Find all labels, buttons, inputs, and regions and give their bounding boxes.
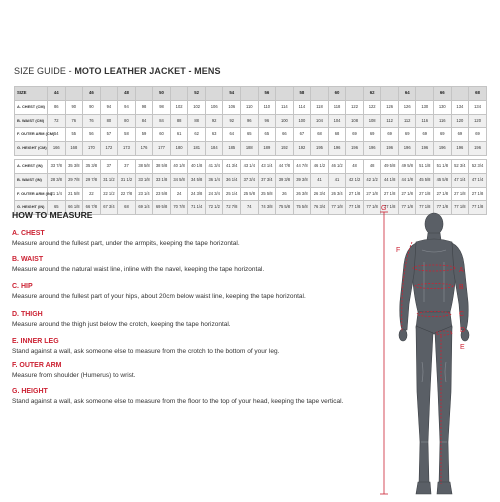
measure-description: Measure around the natural waist line, inline with the navel, keeping the tape horizontal. xyxy=(12,266,265,273)
table-cell: 90 xyxy=(65,100,83,114)
table-cell: 90 xyxy=(83,100,101,114)
size-header-cell xyxy=(311,87,329,101)
measure-heading: F. OUTER ARM xyxy=(12,362,62,369)
table-cell: 196 xyxy=(328,142,346,156)
table-cell: 77 1/8 xyxy=(346,201,364,215)
table-cell: 196 xyxy=(398,142,416,156)
table-cell: 29 7/8 xyxy=(83,173,101,187)
table-cell: 108 xyxy=(346,114,364,128)
table-cell: 25 1/4 xyxy=(223,187,241,201)
table-cell: 69 1/4 xyxy=(135,201,153,215)
table-cell: 72 xyxy=(48,114,66,128)
table-cell: 48 xyxy=(363,159,381,173)
table-cell: 88 xyxy=(188,114,206,128)
table-cell: 52 3/4 xyxy=(451,159,469,173)
table-cell: 60 xyxy=(153,128,171,142)
table-cell: 120 xyxy=(451,114,469,128)
table-cell: 44 7/8 xyxy=(293,159,311,173)
table-cell: 27 1/8 xyxy=(469,187,487,201)
table-cell: 55 xyxy=(65,128,83,142)
table-cell: 195 xyxy=(311,142,329,156)
table-cell: 92 xyxy=(223,114,241,128)
row-label: F. OUTER ARM (CM) xyxy=(15,128,48,142)
title-main: MOTO LEATHER JACKET - MENS xyxy=(74,66,221,76)
table-cell: 37 xyxy=(118,159,136,173)
table-cell: 23 5/8 xyxy=(153,187,171,201)
title-prefix: SIZE GUIDE - xyxy=(14,66,75,76)
size-header-cell: 60 xyxy=(328,87,346,101)
table-cell: 172 xyxy=(100,142,118,156)
size-header-cell: 56 xyxy=(258,87,276,101)
size-header-cell: 64 xyxy=(398,87,416,101)
measure-item xyxy=(12,255,382,274)
table-cell: 65 xyxy=(258,128,276,142)
table-cell: 98 xyxy=(153,100,171,114)
row-label: B. WAIST (IN) xyxy=(15,173,48,187)
size-header-cell: 68 xyxy=(469,87,487,101)
table-cell: 35 3/8 xyxy=(65,159,83,173)
table-cell: 102 xyxy=(170,100,188,114)
table-cell: 39 3/8 xyxy=(293,173,311,187)
table-cell: 98 xyxy=(135,100,153,114)
table-cell: 46 1/2 xyxy=(311,159,329,173)
table-cell: 75 5/8 xyxy=(276,201,294,215)
table-cell: 106 xyxy=(205,100,223,114)
measure-heading: D. THIGH xyxy=(12,311,43,318)
table-cell: 76 3/4 xyxy=(311,201,329,215)
table-cell: 44 7/8 xyxy=(276,159,294,173)
table-cell: 185 xyxy=(223,142,241,156)
table-cell: 118 xyxy=(328,100,346,114)
size-header-cell xyxy=(346,87,364,101)
size-header-cell: 50 xyxy=(153,87,171,101)
table-cell: 77 1/8 xyxy=(363,201,381,215)
table-cell: 106 xyxy=(223,100,241,114)
table-cell: 77 1/8 xyxy=(451,201,469,215)
suit-silhouette xyxy=(399,213,469,494)
measure-description: Measure from shoulder (Humerus) to wrist. xyxy=(12,372,136,379)
table-cell: 196 xyxy=(381,142,399,156)
table-cell: 72 1/2 xyxy=(205,201,223,215)
table-cell: 69 xyxy=(416,128,434,142)
label-e: E xyxy=(460,344,465,351)
measure-description: Measure around the fullest part of your hips, about 20cm below waist line, keeping the tape horizontal. xyxy=(12,293,306,300)
table-cell: 100 xyxy=(276,114,294,128)
table-cell: 58 xyxy=(118,128,136,142)
table-cell: 51 1/8 xyxy=(416,159,434,173)
table-cell: 46 1/2 xyxy=(328,159,346,173)
table-cell: 112 xyxy=(381,114,399,128)
table-cell: 72 7/8 xyxy=(223,201,241,215)
table-cell: 43 1/4 xyxy=(258,159,276,173)
table-cell: 69 xyxy=(346,128,364,142)
table-cell: 44 1/8 xyxy=(398,173,416,187)
table-cell: 176 xyxy=(135,142,153,156)
row-label: G. HEIGHT (IN) xyxy=(15,201,48,215)
table-cell: 49 5/8 xyxy=(381,159,399,173)
table-cell: 80 xyxy=(100,114,118,128)
table-cell: 27 1/8 xyxy=(381,187,399,201)
table-cell: 45 5/8 xyxy=(434,173,452,187)
table-cell: 67 3/4 xyxy=(100,201,118,215)
table-row xyxy=(15,114,487,128)
size-header-label: SIZE xyxy=(15,87,48,101)
table-cell: 118 xyxy=(311,100,329,114)
table-cell: 54 xyxy=(48,128,66,142)
table-cell: 67 xyxy=(293,128,311,142)
size-header-cell: 52 xyxy=(188,87,206,101)
table-cell: 77 1/8 xyxy=(381,201,399,215)
size-header-cell: 58 xyxy=(293,87,311,101)
size-guide-title xyxy=(14,66,221,76)
table-cell: 47 1/4 xyxy=(451,173,469,187)
table-cell: 27 1/8 xyxy=(451,187,469,201)
label-b: B xyxy=(459,284,464,291)
table-cell: 27 1/8 xyxy=(416,187,434,201)
measure-description: Stand against a wall, ask someone else to measure from the floor to the top of your head, keeping the tape vertical. xyxy=(12,398,344,405)
body-figure xyxy=(372,202,496,502)
label-f: F xyxy=(396,247,401,254)
size-table-body xyxy=(15,87,487,215)
measure-description: Measure around the fullest part, under the armpits, keeping the tape horizontal. xyxy=(12,240,240,247)
table-cell: 25 5/8 xyxy=(258,187,276,201)
table-cell: 22 7/8 xyxy=(118,187,136,201)
table-cell: 65 xyxy=(48,201,66,215)
table-cell: 28 3/8 xyxy=(48,173,66,187)
table-cell: 88 xyxy=(170,114,188,128)
table-cell: 27 1/8 xyxy=(398,187,416,201)
table-cell: 35 3/8 xyxy=(83,159,101,173)
table-cell: 196 xyxy=(469,142,487,156)
table-cell: 27 1/8 xyxy=(363,187,381,201)
table-cell: 96 xyxy=(241,114,259,128)
table-cell: 51 1/8 xyxy=(434,159,452,173)
table-cell: 23 1/4 xyxy=(135,187,153,201)
table-cell: 110 xyxy=(241,100,259,114)
table-cell: 94 xyxy=(100,100,118,114)
table-cell: 34 5/8 xyxy=(188,173,206,187)
table-cell: 116 xyxy=(416,114,434,128)
table-cell: 192 xyxy=(293,142,311,156)
label-c: C xyxy=(459,311,465,318)
table-cell: 33 1/8 xyxy=(153,173,171,187)
table-cell: 24 3/8 xyxy=(188,187,206,201)
table-row xyxy=(15,187,487,201)
table-cell: 102 xyxy=(188,100,206,114)
table-cell: 29 7/8 xyxy=(65,173,83,187)
table-cell: 69 xyxy=(398,128,416,142)
measure-item xyxy=(12,387,382,406)
table-cell: 134 xyxy=(451,100,469,114)
table-cell: 71 1/4 xyxy=(188,201,206,215)
table-cell: 61 xyxy=(170,128,188,142)
size-header-cell xyxy=(276,87,294,101)
table-cell: 68 xyxy=(311,128,329,142)
measure-item xyxy=(12,361,382,380)
table-cell: 177 xyxy=(153,142,171,156)
row-label: F. OUTER ARM (IN) xyxy=(15,187,48,201)
size-header-cell xyxy=(135,87,153,101)
table-cell: 69 xyxy=(451,128,469,142)
table-cell: 21 1/4 xyxy=(48,187,66,201)
table-cell: 180 xyxy=(170,142,188,156)
table-cell: 27 1/8 xyxy=(346,187,364,201)
table-cell: 38 5/8 xyxy=(153,159,171,173)
measure-item xyxy=(12,282,382,301)
table-cell: 74 xyxy=(241,201,259,215)
table-cell: 69 xyxy=(363,128,381,142)
table-cell: 37 3/4 xyxy=(241,173,259,187)
table-cell: 77 1/8 xyxy=(416,201,434,215)
table-cell: 116 xyxy=(434,114,452,128)
table-cell: 69 5/8 xyxy=(153,201,171,215)
table-cell: 22 xyxy=(83,187,101,201)
table-row xyxy=(15,142,487,156)
table-cell: 31 1/2 xyxy=(118,173,136,187)
table-cell: 108 xyxy=(363,114,381,128)
table-cell: 41 xyxy=(328,173,346,187)
table-cell: 76 xyxy=(83,114,101,128)
table-cell: 64 xyxy=(223,128,241,142)
table-cell: 22 1/2 xyxy=(100,187,118,201)
table-cell: 77 1/8 xyxy=(328,201,346,215)
measure-description: Stand against a wall, ask someone else to measure from the crotch to the bottom of your leg. xyxy=(12,348,280,355)
table-cell: 77 1/8 xyxy=(469,201,487,215)
measure-heading: B. WAIST xyxy=(12,256,44,263)
measure-description: Measure around the thigh just below the crotch, keeping the tape horizontal. xyxy=(12,321,231,328)
table-cell: 94 xyxy=(118,100,136,114)
table-cell: 45 5/8 xyxy=(416,173,434,187)
table-cell: 52 3/4 xyxy=(469,159,487,173)
table-cell: 92 xyxy=(205,114,223,128)
table-cell: 122 xyxy=(346,100,364,114)
table-cell: 47 1/4 xyxy=(469,173,487,187)
size-header-cell xyxy=(170,87,188,101)
table-cell: 26 xyxy=(276,187,294,201)
table-cell: 96 xyxy=(258,114,276,128)
table-row xyxy=(15,100,487,114)
table-row xyxy=(15,159,487,173)
table-cell: 36 1/4 xyxy=(223,173,241,187)
table-cell: 42 1/2 xyxy=(363,173,381,187)
table-cell: 70 7/8 xyxy=(170,201,188,215)
table-cell: 69 xyxy=(469,128,487,142)
table-cell: 69 xyxy=(434,128,452,142)
table-cell: 38 5/8 xyxy=(135,159,153,173)
table-cell: 196 xyxy=(451,142,469,156)
table-cell: 130 xyxy=(416,100,434,114)
table-cell: 39 3/8 xyxy=(276,173,294,187)
table-cell: 104 xyxy=(311,114,329,128)
table-cell: 76 xyxy=(65,114,83,128)
table-cell: 26 3/4 xyxy=(311,187,329,201)
table-cell: 66 1/8 xyxy=(65,201,83,215)
measure-item xyxy=(12,310,382,329)
table-cell: 181 xyxy=(188,142,206,156)
measure-item xyxy=(12,337,382,356)
table-cell: 122 xyxy=(363,100,381,114)
size-header-cell: 44 xyxy=(48,87,66,101)
table-cell: 196 xyxy=(416,142,434,156)
size-header-cell xyxy=(241,87,259,101)
table-cell: 37 xyxy=(100,159,118,173)
table-cell: 196 xyxy=(346,142,364,156)
table-cell: 26 3/8 xyxy=(293,187,311,201)
table-cell: 57 xyxy=(100,128,118,142)
table-row xyxy=(15,173,487,187)
table-cell: 68 xyxy=(328,128,346,142)
table-cell: 65 xyxy=(241,128,259,142)
table-cell: 44 1/8 xyxy=(381,173,399,187)
table-cell: 59 xyxy=(135,128,153,142)
table-cell: 27 1/8 xyxy=(434,187,452,201)
size-header-cell xyxy=(381,87,399,101)
table-cell: 40 1/8 xyxy=(170,159,188,173)
table-cell: 69 xyxy=(381,128,399,142)
table-cell: 100 xyxy=(293,114,311,128)
table-cell: 75 5/8 xyxy=(293,201,311,215)
table-cell: 40 1/8 xyxy=(188,159,206,173)
table-cell: 42 1/2 xyxy=(346,173,364,187)
table-cell: 168 xyxy=(65,142,83,156)
table-cell: 110 xyxy=(258,100,276,114)
measure-heading: A. CHEST xyxy=(12,230,45,237)
table-cell: 49 5/8 xyxy=(398,159,416,173)
table-cell: 74 3/8 xyxy=(258,201,276,215)
table-cell: 34 5/8 xyxy=(170,173,188,187)
table-cell: 48 xyxy=(346,159,364,173)
table-cell: 25 5/8 xyxy=(241,187,259,201)
row-label: G. HEIGHT (CM) xyxy=(15,142,48,156)
body-figure-svg xyxy=(372,202,496,502)
table-cell: 21 5/8 xyxy=(65,187,83,201)
measure-heading: C. HIP xyxy=(12,283,33,290)
table-cell: 114 xyxy=(293,100,311,114)
table-cell: 196 xyxy=(434,142,452,156)
measure-item xyxy=(12,229,382,248)
table-cell: 62 xyxy=(188,128,206,142)
table-cell: 166 xyxy=(48,142,66,156)
table-cell: 56 xyxy=(83,128,101,142)
size-header-cell: 62 xyxy=(363,87,381,101)
table-cell: 170 xyxy=(83,142,101,156)
size-header-cell xyxy=(205,87,223,101)
table-cell: 33 1/8 xyxy=(135,173,153,187)
size-table xyxy=(14,86,487,215)
table-cell: 41 xyxy=(311,173,329,187)
table-cell: 126 xyxy=(381,100,399,114)
size-header-cell xyxy=(416,87,434,101)
measure-heading: E. INNER LEG xyxy=(12,338,59,345)
table-cell: 77 1/8 xyxy=(434,201,452,215)
table-cell: 130 xyxy=(434,100,452,114)
table-cell: 41 3/4 xyxy=(223,159,241,173)
table-cell: 24 3/4 xyxy=(205,187,223,201)
table-cell: 112 xyxy=(398,114,416,128)
size-header-cell xyxy=(65,87,83,101)
table-cell: 31 1/2 xyxy=(100,173,118,187)
table-row xyxy=(15,128,487,142)
table-cell: 24 xyxy=(170,187,188,201)
table-cell: 126 xyxy=(398,100,416,114)
size-header-cell: 54 xyxy=(223,87,241,101)
table-cell: 173 xyxy=(118,142,136,156)
row-label: A. CHEST (CM) xyxy=(15,100,48,114)
label-g: G xyxy=(381,205,387,212)
table-cell: 134 xyxy=(469,100,487,114)
table-cell: 63 xyxy=(205,128,223,142)
table-cell: 192 xyxy=(276,142,294,156)
row-label: A. CHEST (IN) xyxy=(15,159,48,173)
measure-heading: G. HEIGHT xyxy=(12,388,48,395)
table-cell: 43 1/4 xyxy=(241,159,259,173)
table-cell: 68 xyxy=(118,201,136,215)
table-cell: 104 xyxy=(328,114,346,128)
table-cell: 196 xyxy=(363,142,381,156)
table-cell: 114 xyxy=(276,100,294,114)
size-header-cell: 46 xyxy=(83,87,101,101)
table-cell: 84 xyxy=(135,114,153,128)
size-header-cell xyxy=(451,87,469,101)
table-cell: 120 xyxy=(469,114,487,128)
label-d: D xyxy=(460,327,466,334)
label-a: A xyxy=(459,267,464,274)
size-header-cell: 66 xyxy=(434,87,452,101)
table-cell: 84 xyxy=(153,114,171,128)
table-cell: 37 3/4 xyxy=(258,173,276,187)
table-cell: 189 xyxy=(258,142,276,156)
table-cell: 36 1/4 xyxy=(205,173,223,187)
table-cell: 26 3/4 xyxy=(328,187,346,201)
size-header-cell xyxy=(100,87,118,101)
table-cell: 188 xyxy=(241,142,259,156)
size-header-cell: 48 xyxy=(118,87,136,101)
table-cell: 80 xyxy=(118,114,136,128)
how-to-measure-title: HOW TO MEASURE xyxy=(12,210,93,220)
table-header-row xyxy=(15,87,487,101)
table-cell: 41 3/4 xyxy=(205,159,223,173)
table-cell: 66 7/8 xyxy=(83,201,101,215)
row-label: B. WAIST (CM) xyxy=(15,114,48,128)
table-cell: 66 xyxy=(276,128,294,142)
table-cell: 33 7/8 xyxy=(48,159,66,173)
table-cell: 184 xyxy=(205,142,223,156)
table-cell: 86 xyxy=(48,100,66,114)
table-cell: 77 1/8 xyxy=(398,201,416,215)
